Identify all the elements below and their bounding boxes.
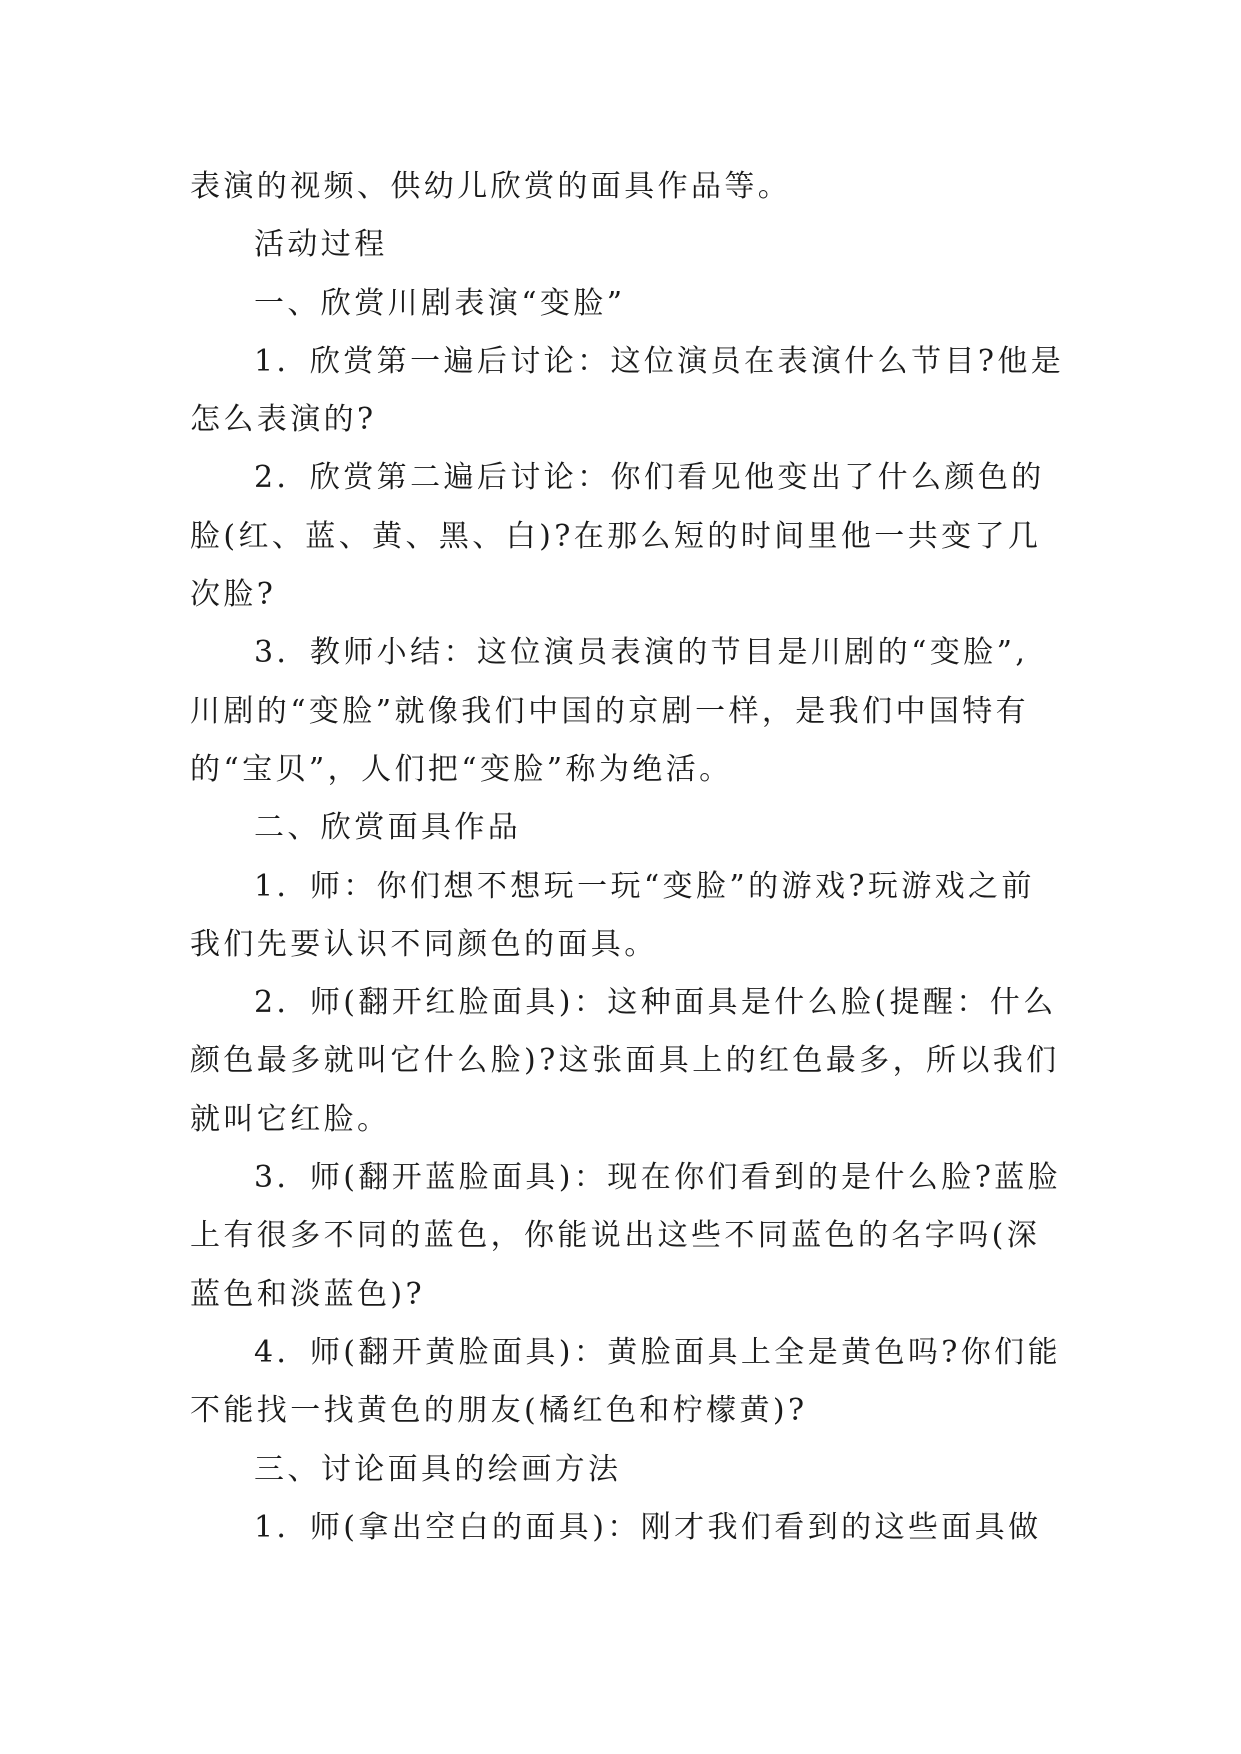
text-line: 3．教师小结：这位演员表演的节目是川剧的“变脸”, xyxy=(254,635,1029,671)
text-line: 次脸? xyxy=(190,577,277,613)
text-line: 颜色最多就叫它什么脸)?这张面具上的红色最多，所以我们 xyxy=(190,1043,1060,1079)
section-heading: 二、欣赏面具作品 xyxy=(254,810,522,846)
text-line: 的“宝贝”，人们把“变脸”称为绝活。 xyxy=(190,751,733,787)
text-line: 3．师(翻开蓝脸面具)：现在你们看到的是什么脸?蓝脸 xyxy=(254,1160,1061,1196)
section-heading: 一、欣赏川剧表演“变脸” xyxy=(254,285,626,321)
section-heading: 三、讨论面具的绘画方法 xyxy=(254,1451,622,1487)
text-line: 不能找一找黄色的朋友(橘红色和柠檬黄)? xyxy=(190,1393,808,1429)
text-line: 我们先要认识不同颜色的面具。 xyxy=(190,926,658,962)
text-line: 1．欣赏第一遍后讨论：这位演员在表演什么节目?他是 xyxy=(254,343,1065,379)
document-body xyxy=(190,158,1065,1557)
section-heading: 活动过程 xyxy=(254,227,388,263)
text-line: 就叫它红脸。 xyxy=(190,1101,391,1137)
text-line: 川剧的“变脸”就像我们中国的京剧一样，是我们中国特有 xyxy=(190,693,1030,729)
text-line: 脸(红、蓝、黄、黑、白)?在那么短的时间里他一共变了几 xyxy=(190,518,1042,554)
text-line: 上有很多不同的蓝色，你能说出这些不同蓝色的名字吗(深 xyxy=(190,1218,1041,1254)
text-line: 2．欣赏第二遍后讨论：你们看见他变出了什么颜色的 xyxy=(254,460,1045,496)
text-line: 表演的视频、供幼儿欣赏的面具作品等。 xyxy=(190,169,792,204)
text-line: 4．师(翻开黄脸面具)：黄脸面具上全是黄色吗?你们能 xyxy=(254,1334,1061,1370)
text-line: 怎么表演的? xyxy=(190,402,377,438)
text-line: 2．师(翻开红脸面具)：这种面具是什么脸(提醒：什么 xyxy=(254,985,1057,1021)
text-line: 1．师(拿出空白的面具)：刚才我们看到的这些面具做 xyxy=(254,1509,1042,1545)
text-line: 蓝色和淡蓝色)? xyxy=(190,1276,425,1312)
text-line: 1．师：你们想不想玩一玩“变脸”的游戏?玩游戏之前 xyxy=(254,868,1035,904)
